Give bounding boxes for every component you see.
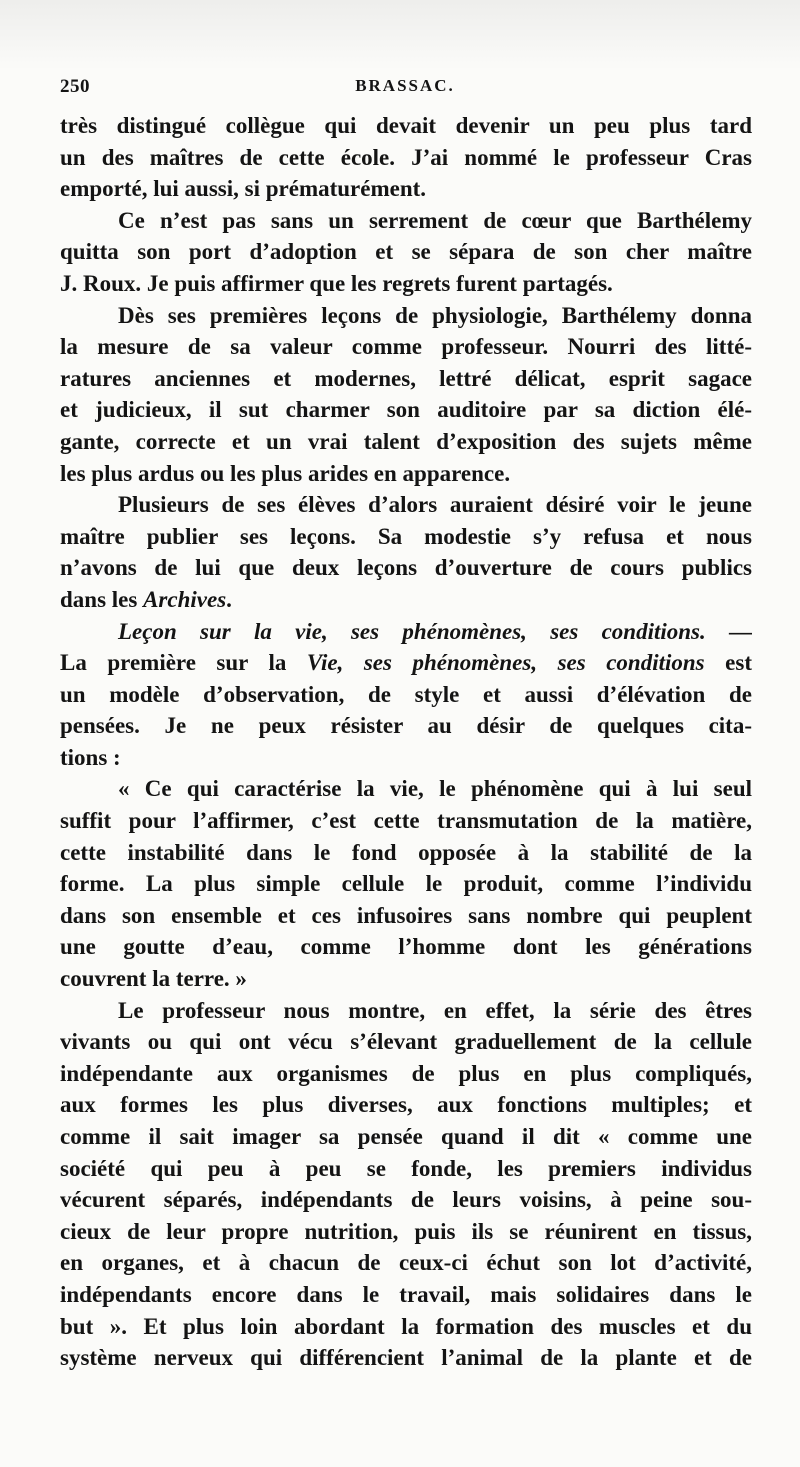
text-segment: dans son ensemble et ces infusoires sans nombre qui peuplent [60,902,752,928]
text-segment: La première sur la [60,650,307,676]
text-segment-after: — [705,618,752,644]
text-segment: n’avons de lui que deux leçons d’ouverture de cours publics [60,555,752,581]
text-segment: Plusieurs de ses élèves d’alors auraient désiré voir le jeune [118,492,752,518]
text-line [60,426,752,458]
text-line [60,1216,752,1248]
text-segment-after: . [226,586,232,612]
text-line [60,331,752,363]
text-line [60,268,752,300]
text-segment: vécurent séparés, indépendants de leurs voisins, à peine sou- [60,1187,752,1213]
text-line [60,963,752,995]
running-title: BRASSAC. [355,76,455,95]
running-head [60,76,750,106]
text-line [60,1184,752,1216]
text-line [60,931,752,963]
text-line [60,742,752,774]
text-segment: cette instabilité dans le fond opposée à la stabilité de la [60,839,752,865]
text-line [60,995,752,1027]
text-segment: un modèle d’observation, de style et aussi d’élévation de [60,681,752,707]
text-line [60,394,752,426]
text-line [60,1342,752,1374]
text-segment: une goutte d’eau, comme l’homme dont les générations [60,934,752,960]
text-segment: aux formes les plus diverses, aux fonctions multiples; et [60,1092,752,1118]
text-line [60,1058,752,1090]
text-line [60,710,752,742]
text-line [60,679,752,711]
text-line [60,173,752,205]
text-segment: Le professeur nous montre, en effet, la série des êtres [118,997,752,1023]
text-segment: la mesure de sa valeur comme professeur. Nourri des litté- [60,334,752,360]
italic-segment: Leçon sur la vie, ses phénomènes, ses conditions. [118,618,706,644]
text-line [60,1089,752,1121]
text-line [60,616,752,648]
text-line [60,1247,752,1279]
text-line [60,1026,752,1058]
text-line [60,300,752,332]
text-line [60,1311,752,1343]
text-segment: très distingué collègue qui devait devenir un peu plus tard [60,113,752,138]
text-line [60,552,752,584]
text-segment: indépendants encore dans le travail, mais solidaires dans le [60,1281,752,1307]
text-segment: forme. La plus simple cellule le produit, comme l’individu [60,871,752,897]
text-line [60,458,752,490]
text-line [60,1279,752,1311]
italic-segment: Archives [143,586,227,612]
text-line [60,142,752,174]
body-text [60,110,752,1374]
text-segment: un des maîtres de cette école. J’ai nommé le professeur Cras [60,144,752,170]
text-segment: comme il sait imager sa pensée quand il dit « comme une [60,1124,752,1149]
text-line [60,1121,752,1153]
page-number: 250 [60,76,90,97]
text-segment: tions : [60,744,121,770]
text-segment: société qui peu à peu se fonde, les premiers individus [60,1155,752,1181]
text-segment: J. Roux. Je puis affirmer que les regrets furent partagés. [60,270,613,296]
text-line [60,805,752,837]
text-line [60,773,752,805]
text-segment: Ce n’est pas sans un serrement de cœur que Barthélemy [118,207,752,233]
text-line [60,837,752,869]
text-segment-after: est [704,650,752,676]
text-segment: système nerveux qui différencient l’animal de la plante et de [60,1345,752,1371]
text-line [60,363,752,395]
italic-segment: Vie, ses phénomènes, ses conditions [306,650,705,676]
text-line [60,900,752,932]
text-segment: but ». Et plus loin abordant la formation des muscles et du [60,1313,752,1339]
text-segment: dans les [60,586,144,612]
text-segment: emporté, lui aussi, si prématurément. [60,176,427,202]
text-line [60,584,752,616]
text-line [60,236,752,268]
text-segment: couvrent la terre. » [60,966,247,992]
text-segment: « Ce qui caractérise la vie, le phénomène qui à lui seul [118,776,752,802]
text-segment: quitta son port d’adoption et se sépara de son cher maître [60,239,752,265]
text-segment: indépendante aux organismes de plus en plus compliqués, [60,1060,752,1086]
text-line [60,521,752,553]
text-line [60,868,752,900]
text-segment: maître publier ses leçons. Sa modestie s’y refusa et nous [60,523,752,549]
text-segment: suffit pour l’affirmer, c’est cette transmutation de la matière, [60,808,752,834]
text-segment: vivants ou qui ont vécu s’élevant graduellement de la cellule [60,1029,752,1055]
text-segment: pensées. Je ne peux résister au désir de quelques cita- [60,713,752,739]
text-line [60,1153,752,1185]
text-line [60,647,752,679]
text-segment: en organes, et à chacun de ceux-ci échut son lot d’activité, [60,1250,752,1276]
text-segment: ratures anciennes et modernes, lettré délicat, esprit sagace [60,365,752,391]
scan-bleed-through [0,0,800,70]
text-segment: les plus ardus ou les plus arides en apparence. [60,460,511,486]
text-line [60,205,752,237]
text-segment: Dès ses premières leçons de physiologie, Barthélemy donna [118,302,752,328]
text-segment: cieux de leur propre nutrition, puis ils se réunirent en tissus, [60,1218,752,1244]
text-line [60,110,752,142]
text-segment: gante, correcte et un vrai talent d’exposition des sujets même [60,428,752,454]
text-line [60,489,752,521]
text-segment: et judicieux, il sut charmer son auditoire par sa diction élé- [60,397,752,423]
